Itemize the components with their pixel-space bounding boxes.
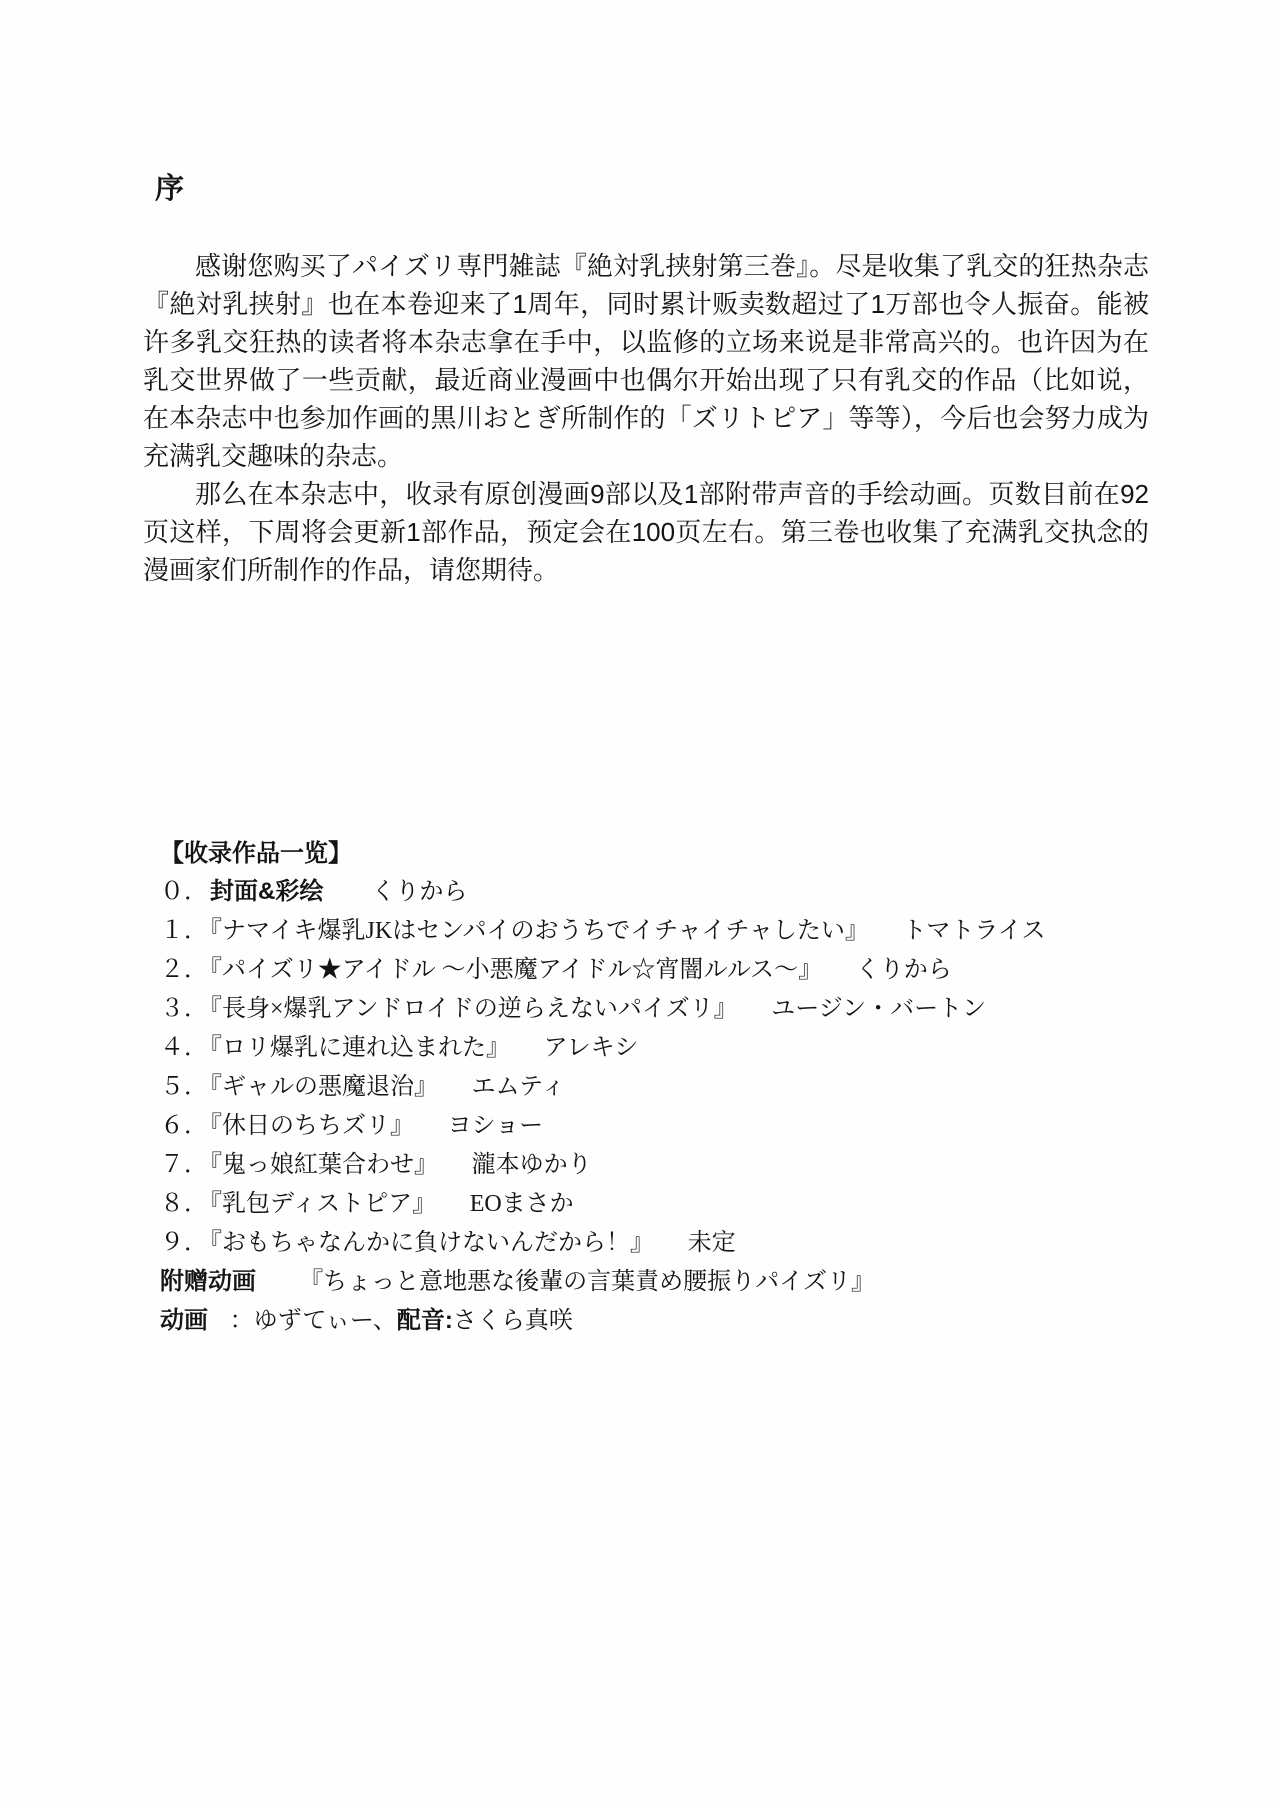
work-item-0 [160, 879, 1160, 905]
work-item-author: くりから [371, 878, 468, 905]
work-item-author: くりから [855, 957, 952, 983]
work-item-1 [160, 918, 1160, 944]
work-item-4 [160, 1035, 1160, 1061]
work-item-author: ヨショー [447, 1113, 544, 1139]
work-item-number: ８． [160, 1191, 208, 1217]
credits-voice-label: 配音: [396, 1307, 453, 1334]
work-item-title: 『乳包ディストピア』 [210, 1191, 437, 1217]
work-item-title: 『鬼っ娘紅葉合わせ』 [210, 1152, 438, 1178]
work-item-title: 『ギャルの悪魔退治』 [210, 1074, 438, 1100]
credits-separator: ： [229, 1307, 254, 1334]
bonus-video-label: 附赠动画 [160, 1268, 256, 1295]
work-item-title: 『長身×爆乳アンドロイドの逆らえないパイズリ』 [210, 996, 738, 1022]
page-title: 序 [155, 173, 186, 205]
credits-voice-actor: さくら真咲 [452, 1308, 573, 1334]
work-item-author: アレキシ [543, 1035, 639, 1061]
work-item-number: １． [160, 918, 208, 944]
credits-row [160, 1308, 1160, 1334]
work-item-title: 『ナマイキ爆乳JKはセンパイのおうちでイチャイチャしたい』 [210, 918, 869, 944]
work-item-2 [160, 957, 1160, 983]
work-item-number: ５． [160, 1074, 208, 1100]
work-item-number: ２． [160, 957, 208, 983]
work-item-title: 封面&彩绘 [210, 878, 324, 905]
works-list [160, 840, 1160, 1347]
work-item-title: 『休日のちちズリ』 [210, 1113, 414, 1139]
work-item-author: EOまさか [469, 1191, 574, 1217]
work-item-author: ユージン・バートン [771, 996, 987, 1022]
work-item-author: 未定 [687, 1230, 736, 1256]
work-item-number: ０． [160, 878, 208, 905]
work-item-title: 『おもちゃなんかに負けないんだから！』 [210, 1230, 654, 1256]
work-item-number: ９． [160, 1230, 208, 1256]
work-item-3 [160, 996, 1160, 1022]
work-item-number: ６． [160, 1113, 208, 1139]
work-item-author: エムティ [471, 1074, 566, 1100]
work-item-author: トマトライス [902, 918, 1046, 944]
credits-animator: ゆずてぃー、 [253, 1308, 397, 1334]
work-item-7 [160, 1152, 1160, 1178]
work-item-8 [160, 1191, 1160, 1217]
work-item-9 [160, 1230, 1160, 1256]
preface-body [143, 247, 1149, 589]
work-item-author: 瀧本ゆかり [471, 1152, 592, 1178]
work-item-number: ４． [160, 1035, 208, 1061]
work-item-number: ３． [160, 996, 208, 1022]
preface-paragraph-2: 那么在本杂志中，收录有原创漫画9部以及1部附带声音的手绘动画。页数目前在92页这样，下周将会更新1部作品，预定会在100页左右。第三卷也收集了充满乳交执念的漫画家们所制作的作品，请您期待。 [143, 479, 1149, 585]
work-item-6 [160, 1113, 1160, 1139]
works-list-heading: 【收录作品一览】 [160, 840, 352, 867]
work-item-title: 『パイズリ★アイドル ～小悪魔アイドル☆宵闇ルルス～』 [210, 957, 823, 983]
credits-label: 动画 [160, 1307, 208, 1334]
work-item-title: 『ロリ爆乳に連れ込まれた』 [210, 1035, 510, 1061]
bonus-video-row [160, 1269, 1160, 1295]
work-item-5 [160, 1074, 1160, 1100]
preface-paragraph-1: 感谢您购买了パイズリ専門雑誌『絶対乳挟射第三巻』。尽是收集了乳交的狂热杂志『絶対乳挟射』也在本卷迎来了1周年，同时累计贩卖数超过了1万部也令人振奋。能被许多乳交狂热的读者将本杂志拿在手中，以监修的立场来说是非常高兴的。也许因为在乳交世界做了一些贡献，最近商业漫画中也偶尔开始出现了只有乳交的作品（比如说，在本杂志中也参加作画的黒川おとぎ所制作的「ズリトピア」等等），今后也会努力成为充满乳交趣味的杂志。 [143, 251, 1149, 471]
work-item-number: ７． [160, 1152, 208, 1178]
bonus-video-title: 『ちょっと意地悪な後輩の言葉責め腰振りパイズリ』 [299, 1269, 875, 1295]
